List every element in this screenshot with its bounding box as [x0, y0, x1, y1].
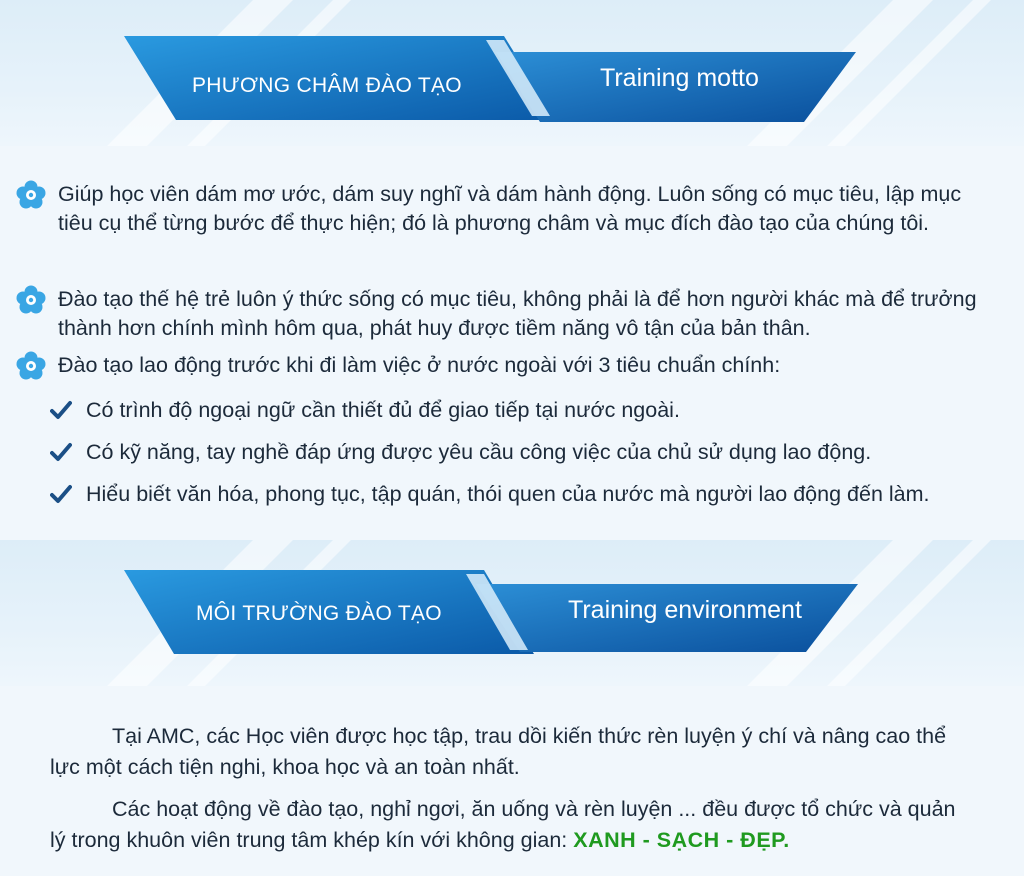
banner-shape: [0, 540, 1024, 686]
standard-item-3: Hiểu biết văn hóa, phong tục, tập quán, thói quen của nước mà người lao động đến làm.: [86, 482, 930, 506]
standard-item-1: Có trình độ ngoại ngữ cần thiết đủ để giao tiếp tại nước ngoài.: [86, 398, 680, 422]
environment-paragraph-2: [50, 794, 960, 856]
flower-icon: [16, 285, 46, 315]
environment-paragraph-2-text: Các hoạt động về đào tạo, nghỉ ngơi, ăn uống và rèn luyện ... đều được tổ chức và quản lý trong khuôn viên trung tâm khép kín với không gian:: [50, 797, 956, 852]
section-banner-motto: [0, 0, 1024, 146]
section-title-vn: PHƯƠNG CHÂM ĐÀO TẠO: [192, 74, 462, 97]
motto-bullet-2: Đào tạo thế hệ trẻ luôn ý thức sống có mục tiêu, không phải là để hơn người khác mà để trưởng thành hơn chính mình hôm qua, phát huy được tiềm năng vô tận của bản thân.: [58, 287, 977, 340]
section-title-en: Training motto: [600, 64, 759, 92]
environment-paragraph-1: Tại AMC, các Học viên được học tập, trau dồi kiến thức rèn luyện ý chí và nâng cao thể lực một cách tiện nghi, khoa học và an toàn nhất.: [50, 724, 947, 779]
environment-highlight: XANH - SẠCH - ĐẸP.: [573, 828, 790, 852]
section-title-vn: MÔI TRƯỜNG ĐÀO TẠO: [196, 602, 442, 625]
section-banner-environment: [0, 540, 1024, 686]
banner-shape: [0, 0, 1024, 146]
standard-item-2: Có kỹ năng, tay nghề đáp ứng được yêu cầu công việc của chủ sử dụng lao động.: [86, 440, 872, 464]
check-icon: [50, 399, 72, 421]
flower-icon: [16, 180, 46, 210]
section-title-en: Training environment: [568, 596, 802, 624]
check-icon: [50, 483, 72, 505]
motto-bullet-1: Giúp học viên dám mơ ước, dám suy nghĩ và dám hành động. Luôn sống có mục tiêu, lập mục tiêu cụ thể từng bước để thực hiện; đó là phương châm và mục đích đào tạo của chúng tôi.: [58, 182, 962, 235]
motto-bullet-3: Đào tạo lao động trước khi đi làm việc ở nước ngoài với 3 tiêu chuẩn chính:: [58, 353, 781, 377]
check-icon: [50, 441, 72, 463]
flower-icon: [16, 351, 46, 381]
